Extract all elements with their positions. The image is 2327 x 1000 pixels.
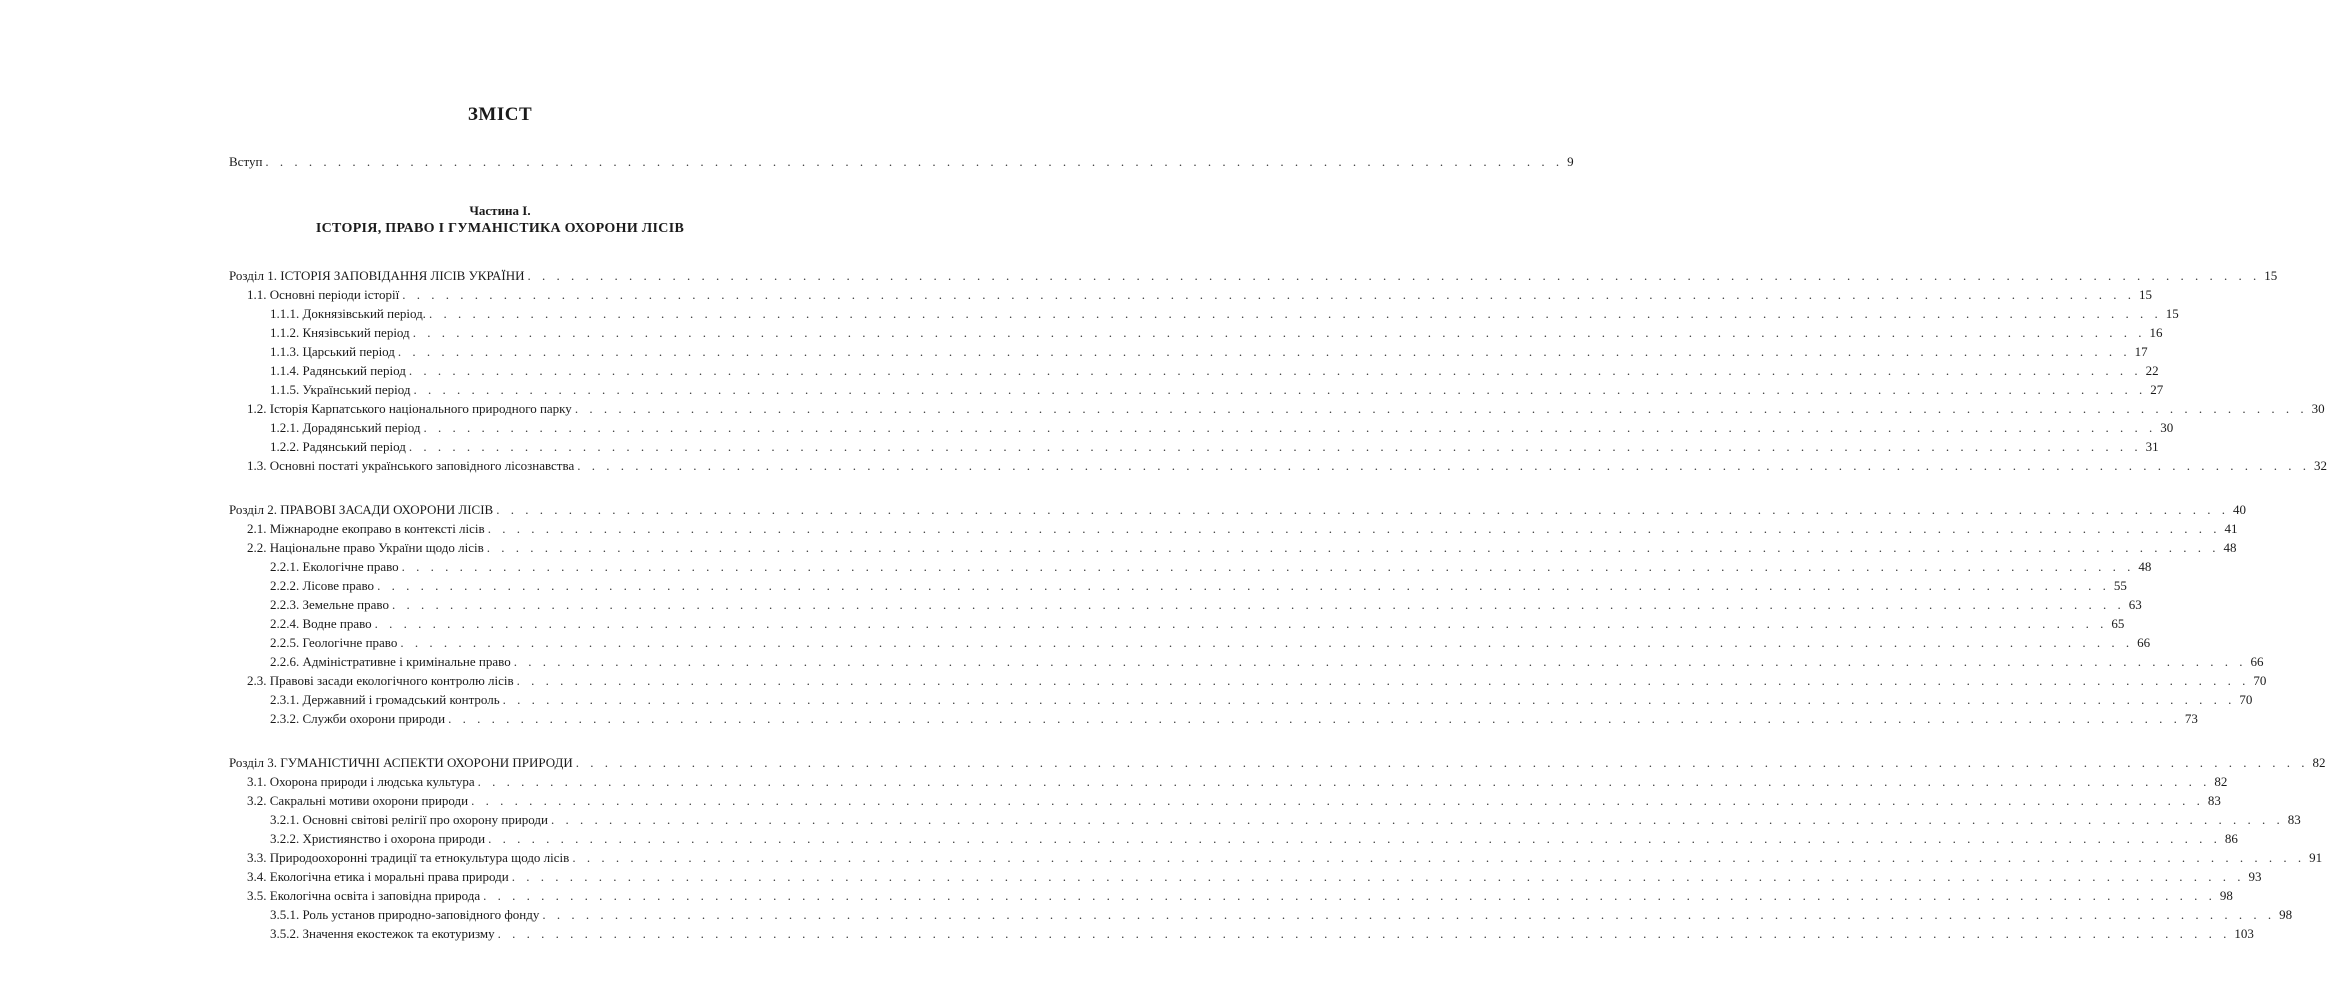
toc-entry-label: 1.3. Основні постаті українського заповідного лісознавства [247,458,575,473]
toc-entry[interactable] [229,456,2327,475]
toc-entry-page: 98 [2219,888,2233,903]
toc-entry[interactable] [229,285,2152,304]
toc-entry-label: 2.2.3. Земельне право [270,597,389,612]
toc-entry-page: 32 [2313,458,2327,473]
toc-entry[interactable] [229,690,2253,709]
toc-entry[interactable] [229,380,2164,399]
toc-entry[interactable] [229,418,2174,437]
toc-entry-page: 98 [2279,907,2293,922]
toc-entry-page: 41 [2224,521,2238,536]
dot-leader: . . . . . . . . . . . . . . . . . . . . . . . . . . . . . . . . . . . . . . . . . . . . . . . . . . . . . . . . . . . . . . . . . . . . . . . . . . . . . . . . . . . . . . . . . . . . . . . . . . . . . . . . . . . . . . . . . . . . . . . . [542,907,2276,922]
toc-entry-page: 17 [2134,344,2148,359]
toc-entry-label: 1.1.1. Докнязівський період. [270,306,426,321]
dot-leader: . . . . . . . . . . . . . . . . . . . . . . . . . . . . . . . . . . . . . . . . . . . . . . . . . . . . . . . . . . . . . . . . . . . . . . . . . . . . . . . . . . . . . . . . . . . . . . . . . . . . . . . . . . . . . . . . . . . . . . . . [423,420,2157,435]
dot-leader: . . . . . . . . . . . . . . . . . . . . . . . . . . . . . . . . . . . . . . . . . . . . . . . . . . . . . . . . . . . . . . . . . . . . . . . . . . . . . . . . . . . . . . . . . . . . . . . . . . . . . . . . . . . . . . . . . . . . . . . . [477,774,2211,789]
toc-entry-label: 2.2.2. Лісове право [270,578,375,593]
toc-entry-label: Розділ 2. ПРАВОВІ ЗАСАДИ ОХОРОНИ ЛІСІВ [229,502,494,517]
dot-leader: . . . . . . . . . . . . . . . . . . . . . . . . . . . . . . . . . . . . . . . . . . . . . . . . . . . . . . . . . . . . . . . . . . . . . . . . . . . . . . . . . . . . . . . . . . . . . . . . . . . . . . . . . . . . . . . . . . . . . . . . [374,616,2108,631]
toc-entry-label: 2.2.1. Екологічне право [270,559,399,574]
dot-leader: . . . . . . . . . . . . . . . . . . . . . . . . . . . . . . . . . . . . . . . . . . . . . . . . . . . . . . . . . . . . . . . . . . . . . . . . . . . . . . . . . . . . . . . . . . . . . . . . . . . . . . . . . . . . . . . . . . . . . . . . [408,363,2142,378]
toc-entry-label: 3.2.2. Християнство і охорона природи [270,831,486,846]
toc-entry-label: 1.1.2. Князівський період [270,325,410,340]
toc-entry[interactable] [229,671,2267,690]
toc-entry[interactable] [229,791,2221,810]
toc-entry[interactable] [229,399,2325,418]
dot-leader: . . . . . . . . . . . . . . . . . . . . . . . . . . . . . . . . . . . . . . . . . . . . . . . . . . . . . . . . . . . . . . . . . . . . . . . . . . . . . . . . . . . . . . . . . . . . . . . . . . . . . . . . . . . . . . . . . . . . . . . . [428,306,2162,321]
toc-entry-label: Розділ 3. ГУМАНІСТИЧНІ АСПЕКТИ ОХОРОНИ ПРИРОДИ [229,755,573,770]
toc-entry[interactable] [229,595,2142,614]
toc-entry-page: 83 [2207,793,2221,808]
dot-leader: . . . . . . . . . . . . . . . . . . . . . . . . . . . . . . . . . . . . . . . . . . . . . . . . . . . . . . . . . . . . . . . . . . . . . . . . . . . . . . . . . . . . . . . . . . . . . . . . . . . . . . . . . . . . . . . . . . . . . . . . [401,559,2135,574]
dot-leader: . . . . . . . . . . . . . . . . . . . . . . . . . . . . . . . . . . . . . . . . . . . . . . . . . . . . . . . . . . . . . . . . . . . . . . . . . . . . . . . . . . . . . . . . . . . . . . . . . . . . . . . . . . . . . . . . . . . . . . . . [483,888,2216,903]
toc-entry-page: 66 [2250,654,2264,669]
page-title: ЗМІСТ [467,104,533,125]
dot-leader: . . . . . . . . . . . . . . . . . . . . . . . . . . . . . . . . . . . . . . . . . . . . . . . . . . . . . . . . . . . . . . . . . . . . . . . . . . . . . . . . . . . . . . . . . . . . . . . . . . . . . . . . . . . . . . . . . . . . . . . . [496,502,2229,517]
toc-entry-page: 70 [2239,692,2253,707]
toc-entry-page: 16 [2149,325,2163,340]
toc-entry-page: 91 [2309,850,2323,865]
toc-entry[interactable] [229,342,2148,361]
toc-entry-page: 83 [2287,812,2301,827]
dot-leader: . . . . . . . . . . . . . . . . . . . . . . . . . . . . . . . . . . . . . . . . . . . . . . . . . . . . . . . . . . . . . . . . . . . . . . . . . . . . . . . . . . . . . . . . . . . . . . . . . . . . . . . . . . . . . . . . . . . . . . . . [487,521,2221,536]
toc-entry-page: 9 [1567,154,1574,169]
toc-entry-page: 30 [2160,420,2174,435]
toc-entry[interactable] [229,905,2293,924]
toc-entry-page: 48 [2223,540,2237,555]
part-title: ІСТОРІЯ, ПРАВО І ГУМАНІСТИКА ОХОРОНИ ЛІСІВ [315,221,685,236]
dot-leader: . . . . . . . . . . . . . . . . . . . . . . . . . . . . . . . . . . . . . . . . . . . . . . . . . . . . . . . . . . . . . . . . . . . . . . . . . . . . . . . . . . . . . . . . . . . . . . . . . . . . . . . . . . . . . . . . . . . . . . . . [377,578,2110,593]
toc-entry-page: 82 [2214,774,2228,789]
toc-entry-page: 103 [2234,926,2254,941]
toc-entry[interactable] [229,614,2125,633]
dot-leader: . . . . . . . . . . . . . . . . . . . . . . . . . . . . . . . . . . . . . . . . . . . . . . . . . . . . . . . . . . . . . . . . . . . . . . . . . . . . . . . . . . . . . . . . . . . . . . . . . . . . . . . . . . . . . . . . . . . . . . . . [397,344,2131,359]
dot-leader: . . . . . . . . . . . . . . . . . . . . . . . . . . . . . . . . . . . . . . . . . . . . . . . . . . . . . . . . . . . . . . . . . . . . . . . . . . . . . . . . . . . . . . . . . . [265,154,1564,169]
dot-leader: . . . . . . . . . . . . . . . . . . . . . . . . . . . . . . . . . . . . . . . . . . . . . . . . . . . . . . . . . . . . . . . . . . . . . . . . . . . . . . . . . . . . . . . . . . . . . . . . . . . . . . . . . . . . . . . . . . . . . . . . [391,597,2125,612]
toc-entry-label: 3.5.2. Значення екостежок та екотуризму [270,926,495,941]
toc-entry-label: 2.3.2. Служби охорони природи [270,711,446,726]
toc-entry-label: 3.4. Екологічна етика і моральні права природи [247,869,509,884]
dot-leader: . . . . . . . . . . . . . . . . . . . . . . . . . . . . . . . . . . . . . . . . . . . . . . . . . . . . . . . . . . . . . . . . . . . . . . . . . . . . . . . . . . . . . . . . . . . . . . . . . . . . . . . . . . . . . . . . . . . . . . . . [486,540,2220,555]
toc-entry[interactable] [229,810,2301,829]
toc-entry-page: 15 [2138,287,2152,302]
dot-leader: . . . . . . . . . . . . . . . . . . . . . . . . . . . . . . . . . . . . . . . . . . . . . . . . . . . . . . . . . . . . . . . . . . . . . . . . . . . . . . . . . . . . . . . . . . . . . . . . . . . . . . . . . . . . . . . . . . . . . . . . [408,439,2142,454]
toc-chapter-heading[interactable] [229,500,2246,519]
toc-entry-page: 93 [2248,869,2262,884]
toc-entry[interactable] [229,924,2254,943]
toc-entry-label: 1.1.4. Радянський період [270,363,406,378]
toc-entry-label: 2.2. Національне право України щодо лісів [247,540,484,555]
toc-entry[interactable] [229,304,2179,323]
toc-entry-page: 15 [2165,306,2179,321]
toc-section-2 [229,500,2267,728]
toc-section-1 [229,266,2327,475]
toc-entry[interactable] [229,829,2238,848]
toc-entry-page: 63 [2128,597,2142,612]
dot-leader: . . . . . . . . . . . . . . . . . . . . . . . . . . . . . . . . . . . . . . . . . . . . . . . . . . . . . . . . . . . . . . . . . . . . . . . . . . . . . . . . . . . . . . . . . . . . . . . . . . . . . . . . . . . . . . . . . . . . . . . . [488,831,2221,846]
toc-entry-label: 3.2.1. Основні світові релігії про охорону природи [270,812,548,827]
toc-entry[interactable] [229,323,2163,342]
toc-entry[interactable] [229,557,2152,576]
toc-entry-page: 70 [2253,673,2267,688]
dot-leader: . . . . . . . . . . . . . . . . . . . . . . . . . . . . . . . . . . . . . . . . . . . . . . . . . . . . . . . . . . . . . . . . . . . . . . . . . . . . . . . . . . . . . . . . . . . . . . . . . . . . . . . . . . . . . . . . . . . . . . . . [575,755,2309,770]
toc-entry-page: 31 [2145,439,2159,454]
part-heading [0,202,1000,239]
toc-entry-label: 1.2.1. Дорадянський період [270,420,421,435]
toc-entry-intro[interactable] [229,152,1574,171]
toc-entry[interactable] [229,538,2237,557]
toc-entry-page: 86 [2224,831,2238,846]
dot-leader: . . . . . . . . . . . . . . . . . . . . . . . . . . . . . . . . . . . . . . . . . . . . . . . . . . . . . . . . . . . . . . . . . . . . . . . . . . . . . . . . . . . . . . . . . . . . . . . . . . . . . . . . . . . . . . . . . . . . . . . . [511,869,2245,884]
part-label: Частина І. [469,203,531,218]
toc-entry[interactable] [229,848,2323,867]
toc-entry-page: 15 [2264,268,2278,283]
dot-leader: . . . . . . . . . . . . . . . . . . . . . . . . . . . . . . . . . . . . . . . . . . . . . . . . . . . . . . . . . . . . . . . . . . . . . . . . . . . . . . . . . . . . . . . . . . . . . . . . . . . . . . . . . . . . . . . . . . . . . . . . [471,793,2204,808]
dot-leader: . . . . . . . . . . . . . . . . . . . . . . . . . . . . . . . . . . . . . . . . . . . . . . . . . . . . . . . . . . . . . . . . . . . . . . . . . . . . . . . . . . . . . . . . . . . . . . . . . . . . . . . . . . . . . . . . . . . . . . . . [574,401,2308,416]
toc-entry-label: 1.1.3. Царський період [270,344,395,359]
toc-entry-label: 3.5. Екологічна освіта і заповідна природа [247,888,481,903]
toc-entry[interactable] [229,519,2238,538]
toc-entry-page: 40 [2232,502,2246,517]
dot-leader: . . . . . . . . . . . . . . . . . . . . . . . . . . . . . . . . . . . . . . . . . . . . . . . . . . . . . . . . . . . . . . . . . . . . . . . . . . . . . . . . . . . . . . . . . . . . . . . . . . . . . . . . . . . . . . . . . . . . . . . . [448,711,2181,726]
dot-leader: . . . . . . . . . . . . . . . . . . . . . . . . . . . . . . . . . . . . . . . . . . . . . . . . . . . . . . . . . . . . . . . . . . . . . . . . . . . . . . . . . . . . . . . . . . . . . . . . . . . . . . . . . . . . . . . . . . . . . . . . [413,382,2147,397]
toc-entry-label: 2.2.6. Адміністративне і кримінальне право [270,654,511,669]
dot-leader: . . . . . . . . . . . . . . . . . . . . . . . . . . . . . . . . . . . . . . . . . . . . . . . . . . . . . . . . . . . . . . . . . . . . . . . . . . . . . . . . . . . . . . . . . . . . . . . . . . . . . . . . . . . . . . . . . . . . . . . . [402,287,2135,302]
dot-leader: . . . . . . . . . . . . . . . . . . . . . . . . . . . . . . . . . . . . . . . . . . . . . . . . . . . . . . . . . . . . . . . . . . . . . . . . . . . . . . . . . . . . . . . . . . . . . . . . . . . . . . . . . . . . . . . . . . . . . . . . [412,325,2146,340]
toc-entry-page: 65 [2111,616,2125,631]
toc-entry-page: 82 [2312,755,2326,770]
toc-entry-label: Вступ [229,154,263,169]
toc-entry-page: 66 [2137,635,2151,650]
toc-entry-label: 2.1. Міжнародне екоправо в контексті лісів [247,521,485,536]
toc-entry-page: 73 [2184,711,2198,726]
toc-entry[interactable] [229,361,2159,380]
toc-entry[interactable] [229,772,2228,791]
dot-leader: . . . . . . . . . . . . . . . . . . . . . . . . . . . . . . . . . . . . . . . . . . . . . . . . . . . . . . . . . . . . . . . . . . . . . . . . . . . . . . . . . . . . . . . . . . . . . . . . . . . . . . . . . . . . . . . . . . . . . . . . [527,268,2261,283]
toc-entry-label: 1.2. Історія Карпатського національного природного парку [247,401,572,416]
toc-entry-label: 3.3. Природоохоронні традиції та етнокультура щодо лісів [247,850,570,865]
toc-entry[interactable] [229,886,2233,905]
toc-entry-page: 55 [2113,578,2127,593]
toc-entry-label: 2.2.5. Геологічне право [270,635,398,650]
toc-entry[interactable] [229,437,2159,456]
dot-leader: . . . . . . . . . . . . . . . . . . . . . . . . . . . . . . . . . . . . . . . . . . . . . . . . . . . . . . . . . . . . . . . . . . . . . . . . . . . . . . . . . . . . . . . . . . . . . . . . . . . . . . . . . . . . . . . . . . . . . . . . [516,673,2250,688]
toc-entry-page: 30 [2311,401,2325,416]
toc-entry[interactable] [229,576,2127,595]
toc-entry-label: 1.2.2. Радянський період [270,439,406,454]
dot-leader: . . . . . . . . . . . . . . . . . . . . . . . . . . . . . . . . . . . . . . . . . . . . . . . . . . . . . . . . . . . . . . . . . . . . . . . . . . . . . . . . . . . . . . . . . . . . . . . . . . . . . . . . . . . . . . . . . . . . . . . . [400,635,2134,650]
toc-entry[interactable] [229,867,2262,886]
dot-leader: . . . . . . . . . . . . . . . . . . . . . . . . . . . . . . . . . . . . . . . . . . . . . . . . . . . . . . . . . . . . . . . . . . . . . . . . . . . . . . . . . . . . . . . . . . . . . . . . . . . . . . . . . . . . . . . . . . . . . . . . [577,458,2310,473]
toc-entry-label: 2.3. Правові засади екологічного контролю лісів [247,673,514,688]
toc-entry[interactable] [229,652,2264,671]
toc-entry-page: 48 [2138,559,2152,574]
dot-leader: . . . . . . . . . . . . . . . . . . . . . . . . . . . . . . . . . . . . . . . . . . . . . . . . . . . . . . . . . . . . . . . . . . . . . . . . . . . . . . . . . . . . . . . . . . . . . . . . . . . . . . . . . . . . . . . . . . . . . . . . [502,692,2236,707]
dot-leader: . . . . . . . . . . . . . . . . . . . . . . . . . . . . . . . . . . . . . . . . . . . . . . . . . . . . . . . . . . . . . . . . . . . . . . . . . . . . . . . . . . . . . . . . . . . . . . . . . . . . . . . . . . . . . . . . . . . . . . . . [550,812,2284,827]
dot-leader: . . . . . . . . . . . . . . . . . . . . . . . . . . . . . . . . . . . . . . . . . . . . . . . . . . . . . . . . . . . . . . . . . . . . . . . . . . . . . . . . . . . . . . . . . . . . . . . . . . . . . . . . . . . . . . . . . . . . . . . . [497,926,2231,941]
toc-entry-label: 2.3.1. Державний і громадський контроль [270,692,500,707]
toc-entry-label: 1.1.5. Український період [270,382,411,397]
toc-chapter-heading[interactable] [229,266,2278,285]
toc-entry-page: 27 [2150,382,2164,397]
toc-entry-label: 3.5.1. Роль установ природно-заповідного фонду [270,907,540,922]
toc-entry-label: 3.2. Сакральні мотиви охорони природи [247,793,469,808]
toc-entry-label: 1.1. Основні періоди історії [247,287,400,302]
toc-entry-label: Розділ 1. ІСТОРІЯ ЗАПОВІДАННЯ ЛІСІВ УКРАЇНИ [229,268,525,283]
dot-leader: . . . . . . . . . . . . . . . . . . . . . . . . . . . . . . . . . . . . . . . . . . . . . . . . . . . . . . . . . . . . . . . . . . . . . . . . . . . . . . . . . . . . . . . . . . . . . . . . . . . . . . . . . . . . . . . . . . . . . . . . [572,850,2306,865]
toc-chapter-heading[interactable] [229,753,2326,772]
toc-entry-page: 22 [2145,363,2159,378]
toc-section-3 [229,753,2326,943]
toc-entry-label: 2.2.4. Водне право [270,616,372,631]
dot-leader: . . . . . . . . . . . . . . . . . . . . . . . . . . . . . . . . . . . . . . . . . . . . . . . . . . . . . . . . . . . . . . . . . . . . . . . . . . . . . . . . . . . . . . . . . . . . . . . . . . . . . . . . . . . . . . . . . . . . . . . . [513,654,2247,669]
toc-entry[interactable] [229,633,2151,652]
toc-entry-label: 3.1. Охорона природи і людська культура [247,774,475,789]
toc-entry[interactable] [229,709,2198,728]
table-of-contents [229,152,2327,943]
